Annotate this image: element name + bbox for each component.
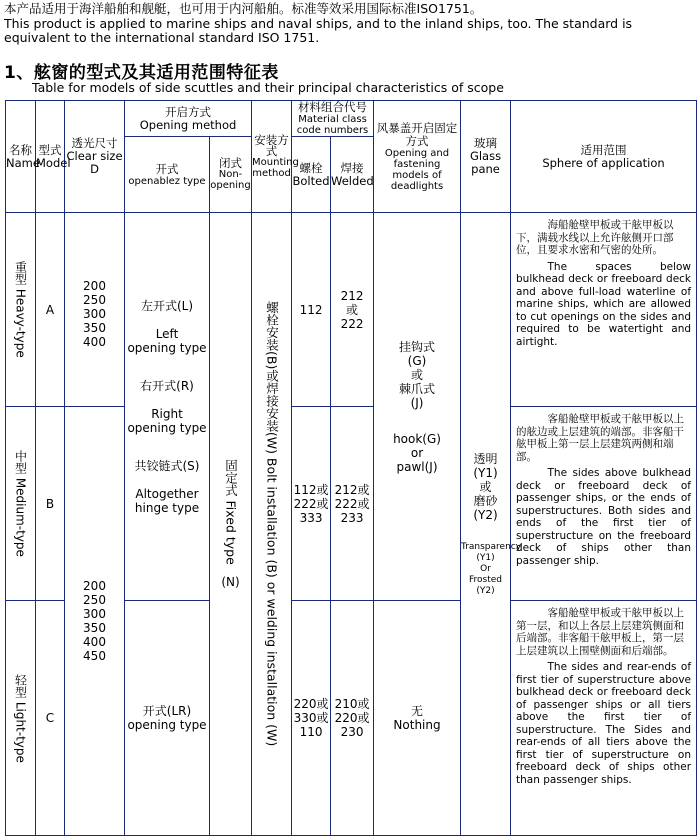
deadlight-c: 无 Nothing bbox=[374, 601, 461, 836]
sphere-a: 海船舱壁甲板或干舷甲板以下，满载水线以上允许舷侧开口部位，且要求水密和气密的处所。 The spaces below bulkhead deck or freeboard deck and above full-load waterline of marine ships, which are allowed to cut openings on the sides and required to be watertight and airtight. bbox=[511, 213, 697, 407]
opening-type-c: 开式(LR) opening type bbox=[125, 601, 210, 836]
sphere-c: 客船舱壁甲板或干舷甲板以上第一层，和以上各层上层建筑侧面和后端部。非客船干舷甲板上，第一层上层建筑以上围壁侧面和后端部。 The sides and rear-ends of first tier of superstructure above bulkhead deck or freeboard deck of passenger ships or all tiers above the first tier of superstructure. The Sides and rear-ends of all tiers above the first tier of superstructure on freeboard deck of ships other than passenger ships. bbox=[511, 601, 697, 836]
row-model: A bbox=[36, 213, 65, 407]
bolted-a: 112 bbox=[292, 213, 331, 407]
section-subtitle: Table for models of side scuttles and their principal characteristics of scope bbox=[32, 80, 504, 95]
header-openable: 开式 openablez type bbox=[125, 137, 210, 213]
clear-size-a: 200 250 300 350 400 bbox=[65, 213, 125, 407]
header-sphere: 适用范围 Sphere of application bbox=[511, 101, 697, 213]
row-name: 重型 Heavy-type bbox=[6, 213, 36, 407]
fixed-type: 固定式 Fixed type (N) bbox=[210, 213, 252, 836]
header-clear-size: 透光尺寸 Clear size D bbox=[65, 101, 125, 213]
header-material: 材料组合代号 Material class code numbers bbox=[292, 101, 374, 137]
header-opening: 开启方式 Opening method bbox=[125, 101, 252, 137]
table-row bbox=[6, 213, 697, 407]
bolted-b: 112或 222或 333 bbox=[292, 407, 331, 601]
glass-pane: 透明 (Y1) 或 磨砂 (Y2) Transparency (Y1) Or Frosted (Y2) bbox=[461, 213, 511, 836]
table-row bbox=[6, 407, 697, 601]
header-deadlight: 风暴盖开启固定方式 Opening and fastening models of deadlights bbox=[374, 101, 461, 213]
header-model: 型式 Model bbox=[36, 101, 65, 213]
intro-zh: 本产品适用于海洋船舶和舰艇，也可用于内河船舶。标准等效采用国际标准ISO1751。 bbox=[4, 1, 483, 16]
opening-types-ab: 左开式(L) Left opening type 右开式(R) Right opening type 共铰链式(S) Altogether hinge type bbox=[125, 213, 210, 601]
header-bolted: 螺栓 Bolted bbox=[292, 137, 331, 213]
scuttle-table bbox=[5, 100, 697, 836]
row-model: B bbox=[36, 407, 65, 601]
header-glass: 玻璃 Glass pane bbox=[461, 101, 511, 213]
intro-en: This product is applied to marine ships and naval ships, and to the inland ships, too. The standard is equivalent to the international standard ISO 1751. bbox=[4, 15, 633, 45]
header-closed: 闭式 Non-opening bbox=[210, 137, 252, 213]
intro bbox=[4, 2, 696, 46]
row-name: 轻型 Light-type bbox=[6, 601, 36, 836]
header-name: 名称 Name bbox=[6, 101, 36, 213]
row-name: 中型 Medium-type bbox=[6, 407, 36, 601]
header-welded: 焊接 Welded bbox=[331, 137, 374, 213]
deadlight-ab: 挂钩式 (G) 或 棘爪式 (J) hook(G) or pawl(J) bbox=[374, 213, 461, 601]
welded-a: 212 或 222 bbox=[331, 213, 374, 407]
welded-b: 212或 222或 233 bbox=[331, 407, 374, 601]
welded-c: 210或 220或 230 bbox=[331, 601, 374, 836]
clear-size-bc: 200 250 300 350 400 450 bbox=[65, 407, 125, 836]
sphere-b: 客船舱壁甲板或干舷甲板以上的舷边或上层建筑的端部。非客船干舷甲板上第一层上层建筑两侧和端部。 The sides above bulkhead deck or freeboard deck of passenger ships, or the ends of superstructures. Both sides and ends of the first tier of superstructure on the freeboard deck of ships other than passenger ship. bbox=[511, 407, 697, 601]
section-title: 1、舷窗的型式及其适用范围特征表 bbox=[4, 63, 279, 83]
bolted-c: 220或 330或 110 bbox=[292, 601, 331, 836]
mounting-method: 螺栓安装(B)或焊接安装(W) Bolt installation (B) or welding installation (W) bbox=[252, 213, 292, 836]
header-mounting: 安装方式 Mounting method bbox=[252, 101, 292, 213]
row-model: C bbox=[36, 601, 65, 836]
